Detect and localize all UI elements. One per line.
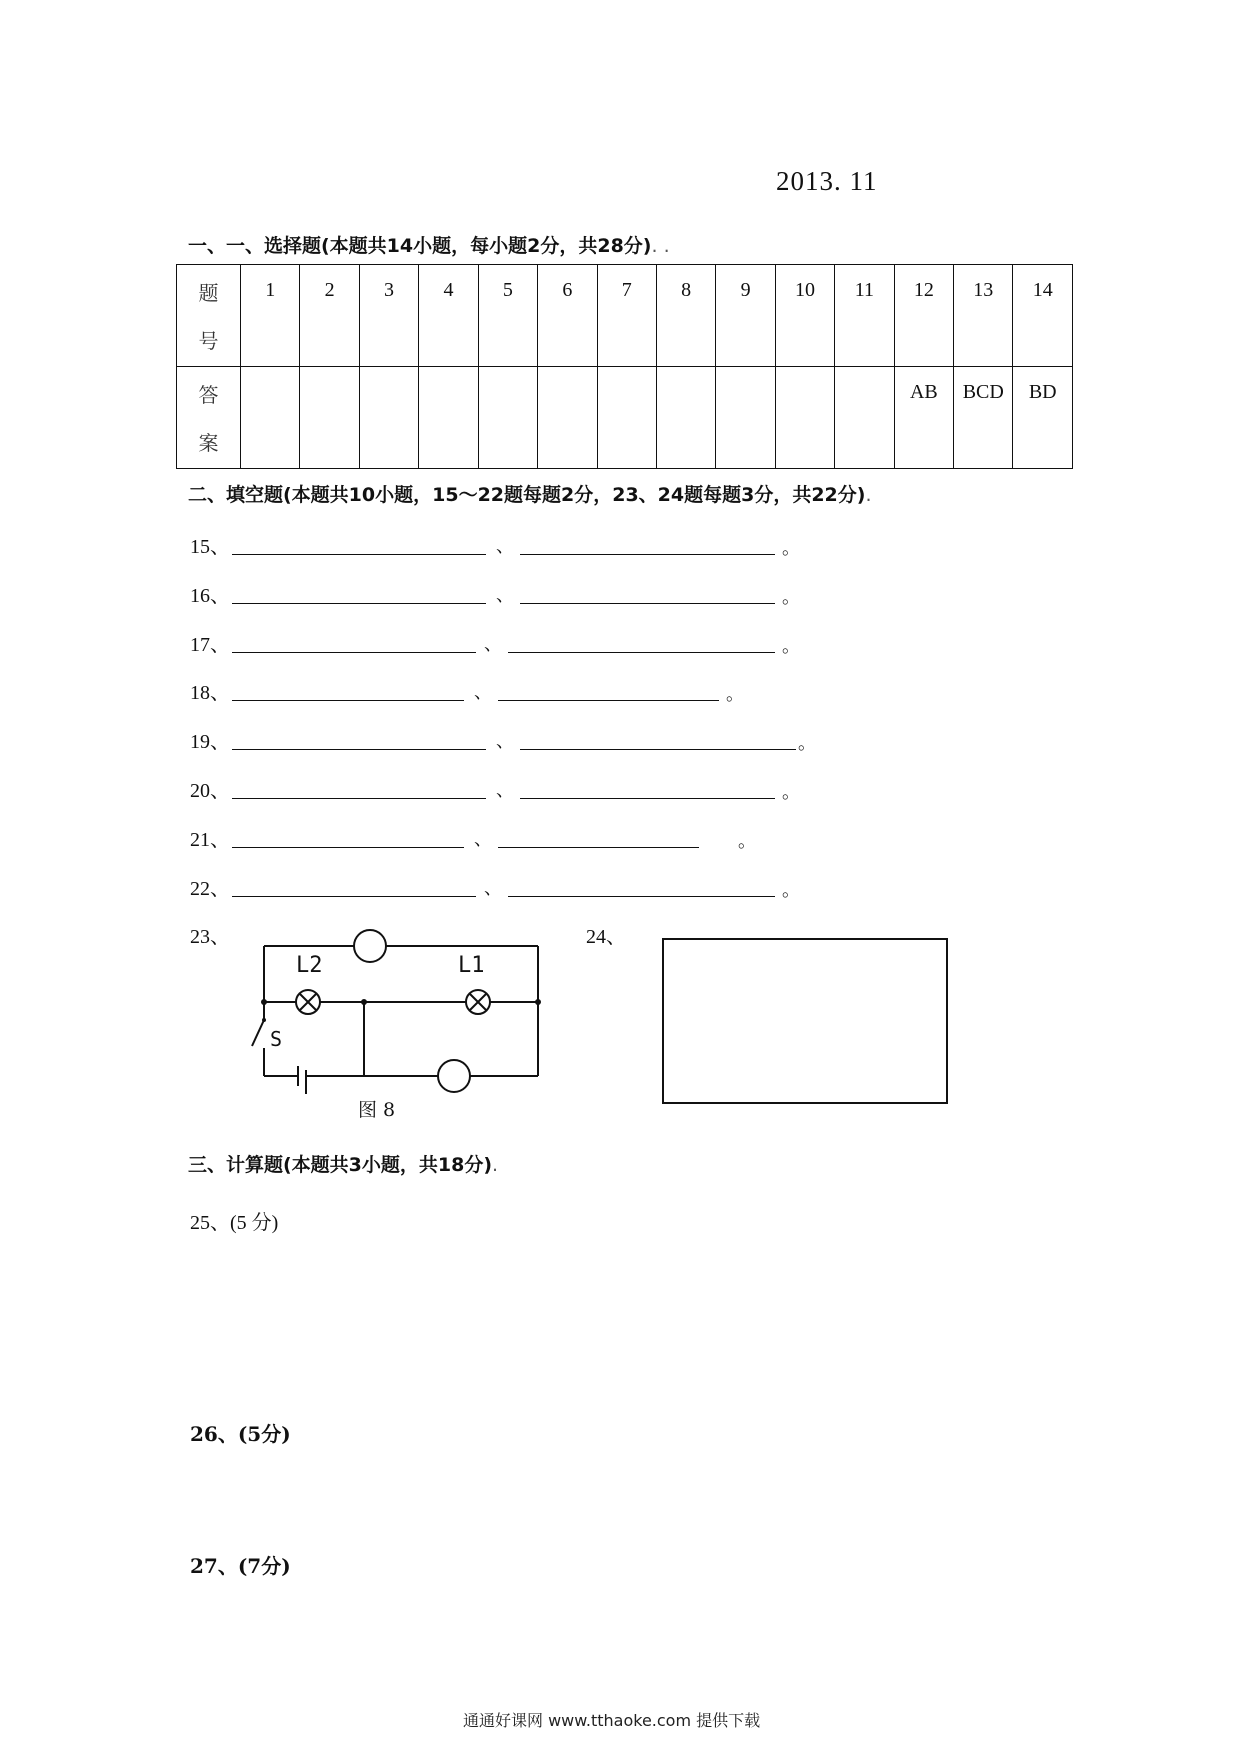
- lamp-l1: [466, 990, 490, 1014]
- exam-date: 2013. 11: [776, 166, 878, 196]
- blank-line[interactable]: [232, 700, 464, 701]
- answer-row: [177, 367, 1073, 469]
- q23-label: 23、: [190, 926, 230, 948]
- answer-cell[interactable]: [656, 367, 715, 469]
- junction-dot: [361, 999, 367, 1005]
- q24-answer-box[interactable]: [662, 938, 948, 1104]
- separator: 、: [484, 878, 502, 898]
- answer-cell[interactable]: [597, 367, 656, 469]
- answer-cell[interactable]: [359, 367, 418, 469]
- lamp-l2: [296, 990, 320, 1014]
- end-mark: 。: [782, 880, 800, 900]
- number-cell: 5: [478, 265, 537, 367]
- number-cell: 13: [954, 265, 1013, 367]
- item-number: 21、: [190, 829, 230, 851]
- choice-answer-table: [176, 264, 1073, 469]
- number-row-label: [177, 265, 241, 367]
- end-mark: 。: [738, 831, 756, 851]
- section3-title-trail: .: [492, 1154, 499, 1176]
- fill-item-18: [190, 676, 810, 706]
- answer-cell[interactable]: [716, 367, 775, 469]
- number-cell: 12: [894, 265, 953, 367]
- number-cell: 8: [656, 265, 715, 367]
- section3-title-text: 三、计算题(本题共3小题，共18分): [188, 1154, 493, 1176]
- separator: 、: [496, 536, 514, 556]
- answer-cell[interactable]: [300, 367, 359, 469]
- section2-title-text: 二、填空题(本题共10小题，15～22题每题2分，23、24题每题3分，共22分): [188, 484, 866, 506]
- separator: 、: [474, 682, 492, 702]
- answer-row-label: [177, 367, 241, 469]
- answer-row-label-text: 答案: [198, 383, 219, 455]
- end-mark: 。: [726, 684, 744, 704]
- answer-cell[interactable]: BD: [1013, 367, 1073, 469]
- q26-label: 26、(5分): [190, 1422, 291, 1446]
- fill-item-17: [190, 628, 810, 658]
- number-cell: 7: [597, 265, 656, 367]
- section3-title: [188, 1150, 498, 1177]
- end-mark: 。: [782, 538, 800, 558]
- answer-cell[interactable]: [538, 367, 597, 469]
- fill-item-16: [190, 579, 810, 609]
- separator: 、: [484, 634, 502, 654]
- blank-line[interactable]: [498, 847, 699, 848]
- separator: 、: [496, 585, 514, 605]
- number-cell: 6: [538, 265, 597, 367]
- end-mark: 。: [782, 782, 800, 802]
- item-number: 18、: [190, 682, 230, 704]
- blank-line[interactable]: [232, 798, 486, 799]
- fill-item-15: [190, 530, 810, 560]
- answer-cell[interactable]: [835, 367, 894, 469]
- switch-contact: [262, 1018, 266, 1022]
- answer-cell[interactable]: BCD: [954, 367, 1013, 469]
- item-number: 17、: [190, 634, 230, 656]
- number-row-label-text: 题号: [198, 281, 219, 353]
- blank-line[interactable]: [232, 554, 486, 555]
- junction-dot: [261, 999, 267, 1005]
- section2-title: [188, 480, 872, 507]
- q27-label: 27、(7分): [190, 1554, 291, 1578]
- item-number: 16、: [190, 585, 230, 607]
- blank-line[interactable]: [508, 896, 775, 897]
- section2-title-trail: .: [865, 484, 872, 506]
- number-cell: 4: [419, 265, 478, 367]
- q25-label: 25、(5 分): [190, 1212, 279, 1234]
- fill-item-21: [190, 823, 810, 853]
- junction-dot: [535, 999, 541, 1005]
- blank-line[interactable]: [232, 896, 476, 897]
- number-cell: 14: [1013, 265, 1073, 367]
- end-mark: 。: [782, 587, 800, 607]
- label-l1: L1: [458, 953, 485, 978]
- blank-line[interactable]: [232, 652, 476, 653]
- circuit-diagram: [240, 920, 550, 1125]
- blank-line[interactable]: [232, 749, 486, 750]
- label-switch: S: [270, 1027, 283, 1051]
- blank-line[interactable]: [520, 554, 775, 555]
- number-cell: 10: [775, 265, 834, 367]
- separator: 、: [474, 829, 492, 849]
- number-cell: 3: [359, 265, 418, 367]
- section1-title-text: 一、一、选择题(本题共14小题，每小题2分，共28分): [188, 235, 652, 257]
- blank-line[interactable]: [498, 700, 719, 701]
- number-row: [177, 265, 1073, 367]
- figure-caption: 图 8: [358, 1099, 396, 1121]
- number-cell: 1: [241, 265, 300, 367]
- fill-item-19: [190, 725, 830, 755]
- end-mark: 。: [798, 733, 816, 753]
- answer-cell[interactable]: [775, 367, 834, 469]
- blank-line[interactable]: [520, 798, 775, 799]
- footer-source: 通通好课网 www.tthaoke.com 提供下载: [463, 1711, 761, 1730]
- blank-line[interactable]: [508, 652, 775, 653]
- q24-label: 24、: [586, 926, 626, 948]
- answer-cell[interactable]: [419, 367, 478, 469]
- separator: 、: [496, 731, 514, 751]
- blank-line[interactable]: [232, 847, 464, 848]
- answer-cell[interactable]: [478, 367, 537, 469]
- blank-line[interactable]: [232, 603, 486, 604]
- separator: 、: [496, 780, 514, 800]
- meter-bottom: [438, 1060, 470, 1092]
- blank-line[interactable]: [520, 603, 775, 604]
- section1-title: [188, 231, 670, 258]
- answer-cell[interactable]: AB: [894, 367, 953, 469]
- item-number: 20、: [190, 780, 230, 802]
- section1-title-trail: . .: [651, 235, 670, 257]
- end-mark: 。: [782, 636, 800, 656]
- switch-blade: [252, 1020, 264, 1046]
- item-number: 22、: [190, 878, 230, 900]
- label-l2: L2: [296, 953, 323, 978]
- meter-top: [354, 930, 386, 962]
- fill-item-20: [190, 774, 810, 804]
- answer-cell[interactable]: [241, 367, 300, 469]
- item-number: 19、: [190, 731, 230, 753]
- number-cell: 11: [835, 265, 894, 367]
- blank-line[interactable]: [520, 749, 796, 750]
- fill-item-22: [190, 872, 810, 902]
- number-cell: 2: [300, 265, 359, 367]
- item-number: 15、: [190, 536, 230, 558]
- number-cell: 9: [716, 265, 775, 367]
